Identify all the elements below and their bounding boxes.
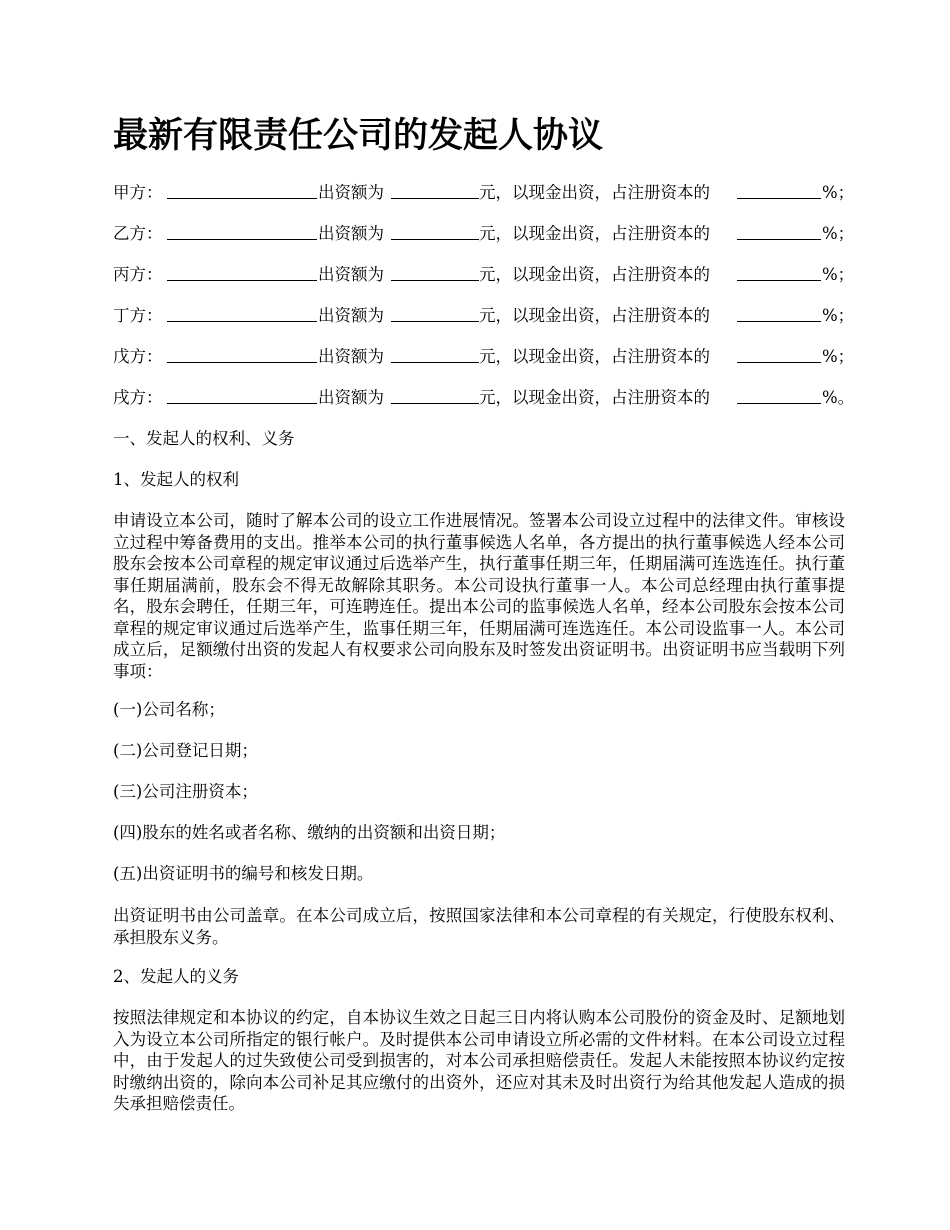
amount-blank	[391, 181, 479, 199]
amount-label: 出资额为	[318, 347, 384, 366]
party-name: 甲方：	[113, 183, 163, 202]
percent-blank	[737, 345, 821, 363]
name-blank	[167, 304, 317, 322]
document-title: 最新有限责任公司的发起人协议	[113, 115, 604, 156]
duties-paragraph: 按照法律规定和本协议的约定，自本协议生效之日起三日内将认购本公司股份的资金及时、足额地划入为设立本公司所指定的银行帐户。及时提供本公司申请设立所必需的文件材料。在本公司设立过程中，由于发起人的过失致使公司受到损害的，对本公司承担赔偿责任。发起人未能按照本协议约定按时缴纳出资的，除向本公司补足其应缴付的出资外，还应对其未及时出资行为给其他发起人造成的损失承担赔偿责任。	[113, 1008, 845, 1113]
percent-blank	[737, 222, 821, 240]
party-line-yi	[113, 222, 853, 246]
percent-blank	[737, 263, 821, 281]
party-name: 丁方：	[113, 306, 163, 325]
duties-heading: 2、发起人的义务	[113, 967, 239, 986]
list-item: (二)公司登记日期；	[113, 741, 258, 760]
amount-blank	[391, 222, 479, 240]
name-blank	[167, 386, 317, 404]
name-blank	[167, 222, 317, 240]
amount-blank	[391, 386, 479, 404]
percent-sign: %；	[822, 224, 855, 243]
contribution-label: 元，以现金出资，占注册资本的	[479, 183, 710, 202]
rights-heading: 1、发起人的权利	[113, 470, 239, 489]
party-name: 丙方：	[113, 265, 163, 284]
list-item: (五)出资证明书的编号和核发日期。	[113, 864, 374, 883]
amount-label: 出资额为	[318, 265, 384, 284]
party-line-xu	[113, 386, 853, 410]
amount-label: 出资额为	[318, 183, 384, 202]
contribution-label: 元，以现金出资，占注册资本的	[479, 224, 710, 243]
percent-blank	[737, 181, 821, 199]
name-blank	[167, 181, 317, 199]
contribution-label: 元，以现金出资，占注册资本的	[479, 388, 710, 407]
name-blank	[167, 345, 317, 363]
amount-blank	[391, 345, 479, 363]
list-item: (一)公司名称；	[113, 700, 225, 719]
party-name: 戊方：	[113, 347, 163, 366]
percent-sign: %。	[822, 388, 855, 407]
percent-sign: %；	[822, 265, 855, 284]
amount-blank	[391, 263, 479, 281]
percent-sign: %；	[822, 347, 855, 366]
party-line-bing	[113, 263, 853, 287]
amount-label: 出资额为	[318, 224, 384, 243]
certificate-paragraph: 出资证明书由公司盖章。在本公司成立后，按照国家法律和本公司章程的有关规定，行使股东权利、承担股东义务。	[113, 906, 845, 947]
amount-blank	[391, 304, 479, 322]
contribution-label: 元，以现金出资，占注册资本的	[479, 306, 710, 325]
list-item: (四)股东的姓名或者名称、缴纳的出资额和出资日期；	[113, 823, 506, 842]
percent-blank	[737, 386, 821, 404]
section-heading: 一、发起人的权利、义务	[113, 429, 295, 448]
party-name: 乙方：	[113, 224, 163, 243]
name-blank	[167, 263, 317, 281]
contribution-label: 元，以现金出资，占注册资本的	[479, 347, 710, 366]
list-item: (三)公司注册资本；	[113, 782, 258, 801]
percent-blank	[737, 304, 821, 322]
percent-sign: %；	[822, 306, 855, 325]
contribution-label: 元，以现金出资，占注册资本的	[479, 265, 710, 284]
amount-label: 出资额为	[318, 388, 384, 407]
party-name: 戌方：	[113, 388, 163, 407]
percent-sign: %；	[822, 183, 855, 202]
amount-label: 出资额为	[318, 306, 384, 325]
party-line-ding	[113, 304, 853, 328]
party-line-jia	[113, 181, 853, 205]
rights-paragraph: 申请设立本公司，随时了解本公司的设立工作进展情况。签署本公司设立过程中的法律文件。审核设立过程中筹备费用的支出。推举本公司的执行董事候选人名单，各方提出的执行董事候选人经本公司股东会按本公司章程的规定审议通过后选举产生，执行董事任期三年，任期届满可连选连任。执行董事任期届满前，股东会不得无故解除其职务。本公司设执行董事一人。本公司总经理由执行董事提名，股东会聘任，任期三年，可连聘连任。提出本公司的监事候选人名单，经本公司股东会按本公司章程的规定审议通过后选举产生，监事任期三年，任期届满可连选连任。本公司设监事一人。本公司成立后，足额缴付出资的发起人有权要求公司向股东及时签发出资证明书。出资证明书应当载明下列事项：	[113, 511, 845, 681]
party-line-wu	[113, 345, 853, 369]
